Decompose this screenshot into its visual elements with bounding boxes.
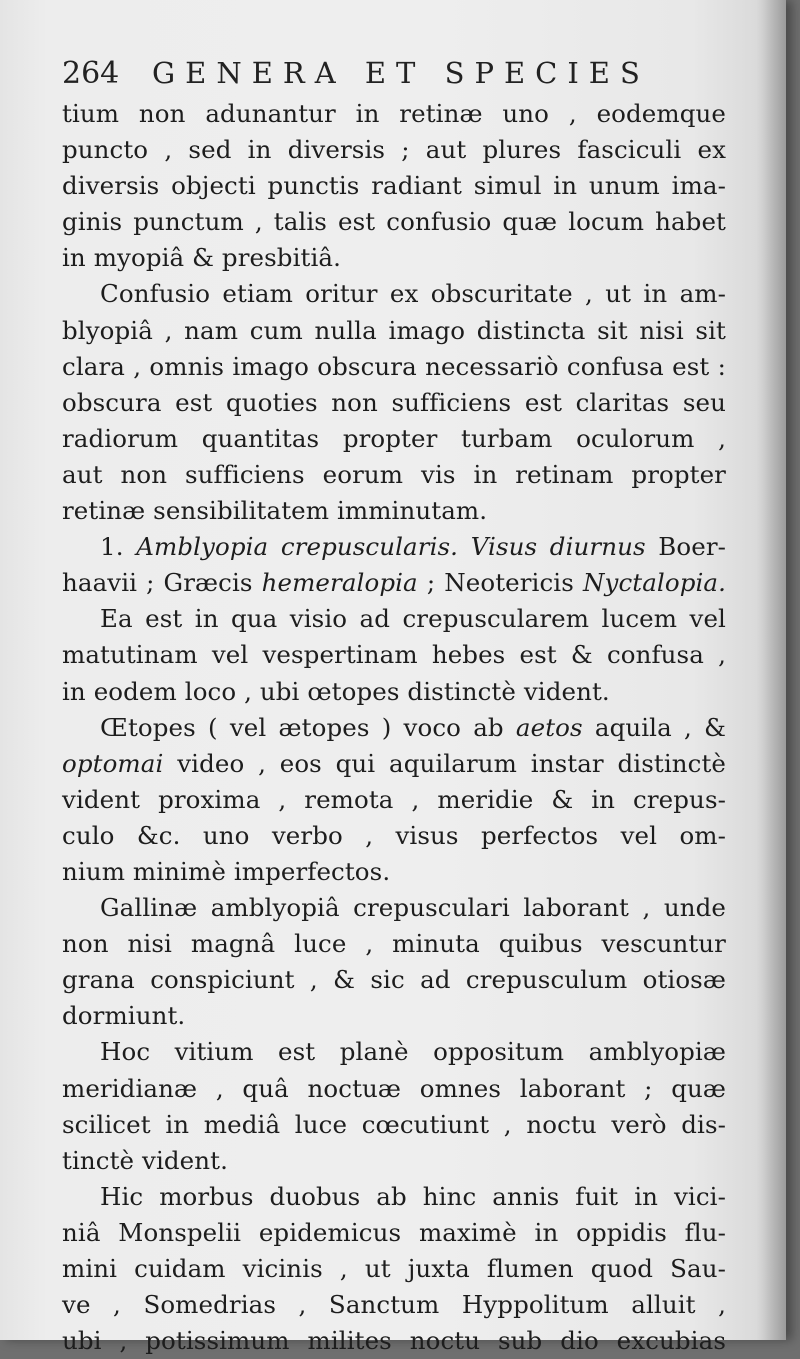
text-line: aut non sufficiens eorum vis in retinam propter [62,459,726,489]
text-line [62,746,726,782]
text-line: tinctè vident. [62,1145,228,1175]
text-line: tium non adunantur in retinæ uno , eodemque [62,99,726,128]
running-title: GENERA ET SPECIES [152,56,650,90]
text-line: radiorum quantitas propter turbam oculorum , [62,423,726,453]
text-line: puncto , sed in diversis ; aut plures fasciculi ex [62,135,726,165]
text-line: dormiunt. [62,1001,186,1031]
text-line: Gallinæ amblyopiâ crepusculari laborant , unde [100,893,726,923]
text-line: culo &c. uno verbo , visus perfectos vel om- [62,820,726,850]
synonym: Visus diurnus [470,532,646,562]
text-block [62,56,726,1359]
text-fragment: ; Neotericis [426,568,574,598]
text-line: in eodem loco , ubi œtopes distinctè vident. [62,676,610,706]
text-line: scilicet in mediâ luce cœcutiunt , noctu verò dis- [62,1109,726,1139]
text-fragment: video , eos qui aquilarum instar distinctè [177,748,727,778]
text-line: diversis objecti punctis radiant simul in unum ima- [62,171,726,201]
text-fragment: aquila , & [594,712,727,742]
text-line [62,565,726,601]
text-line: ve , Somedrias , Sanctum Hyppolitum alluit , [62,1290,726,1320]
greek-term: hemeralopia [261,568,418,598]
page-header [62,56,726,96]
species-name: Amblyopia crepuscularis. [136,532,459,562]
text-line: blyopiâ , nam cum nulla imago distincta sit nisi sit [62,315,726,345]
text-line: clara , omnis imago obscura necessariò confusa est : [62,351,726,381]
text-line: ubi , potissimum milites noctu sub dio excubias [62,1326,726,1356]
modern-term: Nyctalopia. [582,568,727,598]
text-line: Ea est in qua visio ad crepuscularem lucem vel [100,604,726,634]
text-line: Confusio etiam oritur ex obscuritate , ut in am- [100,279,726,309]
text-line: vident proxima , remota , meridie & in crepus- [62,784,726,814]
greek-word: aetos [515,712,583,742]
text-line: in myopiâ & presbitiâ. [62,243,341,273]
text-line [62,710,726,746]
text-line: mini cuidam vicinis , ut juxta flumen quod Sau- [62,1254,726,1283]
greek-word: optomai [62,748,164,778]
text-line: Hic morbus duobus ab hinc annis fuit in vici- [100,1181,726,1211]
text-line: non nisi magnâ luce , minuta quibus vescuntur [62,929,726,959]
text-fragment: Boer- [658,532,727,562]
text-line: matutinam vel vespertinam hebes est & confusa , [62,640,726,670]
text-fragment: haavii ; Græcis [62,568,253,598]
page-number: 264 [62,56,120,91]
text-line: ginis punctum , talis est confusio quæ locum habet [62,207,726,237]
text-line: obscura est quoties non sufficiens est claritas seu [62,387,726,417]
text-fragment: Œtopes ( vel ætopes ) voco ab [100,712,504,742]
text-line: retinæ sensibilitatem imminutam. [62,496,488,526]
text-line: Hoc vitium est planè oppositum amblyopiæ [100,1037,726,1067]
text-line: nium minimè imperfectos. [62,856,391,886]
text-line: meridianæ , quâ noctuæ omnes laborant ; quæ [62,1073,726,1103]
text-line: grana conspiciunt , & sic ad crepusculum otiosæ [62,965,726,995]
section-heading-line [62,529,726,565]
text-line: niâ Monspelii epidemicus maximè in oppidis flu- [62,1217,726,1247]
section-number: 1. [100,532,124,562]
